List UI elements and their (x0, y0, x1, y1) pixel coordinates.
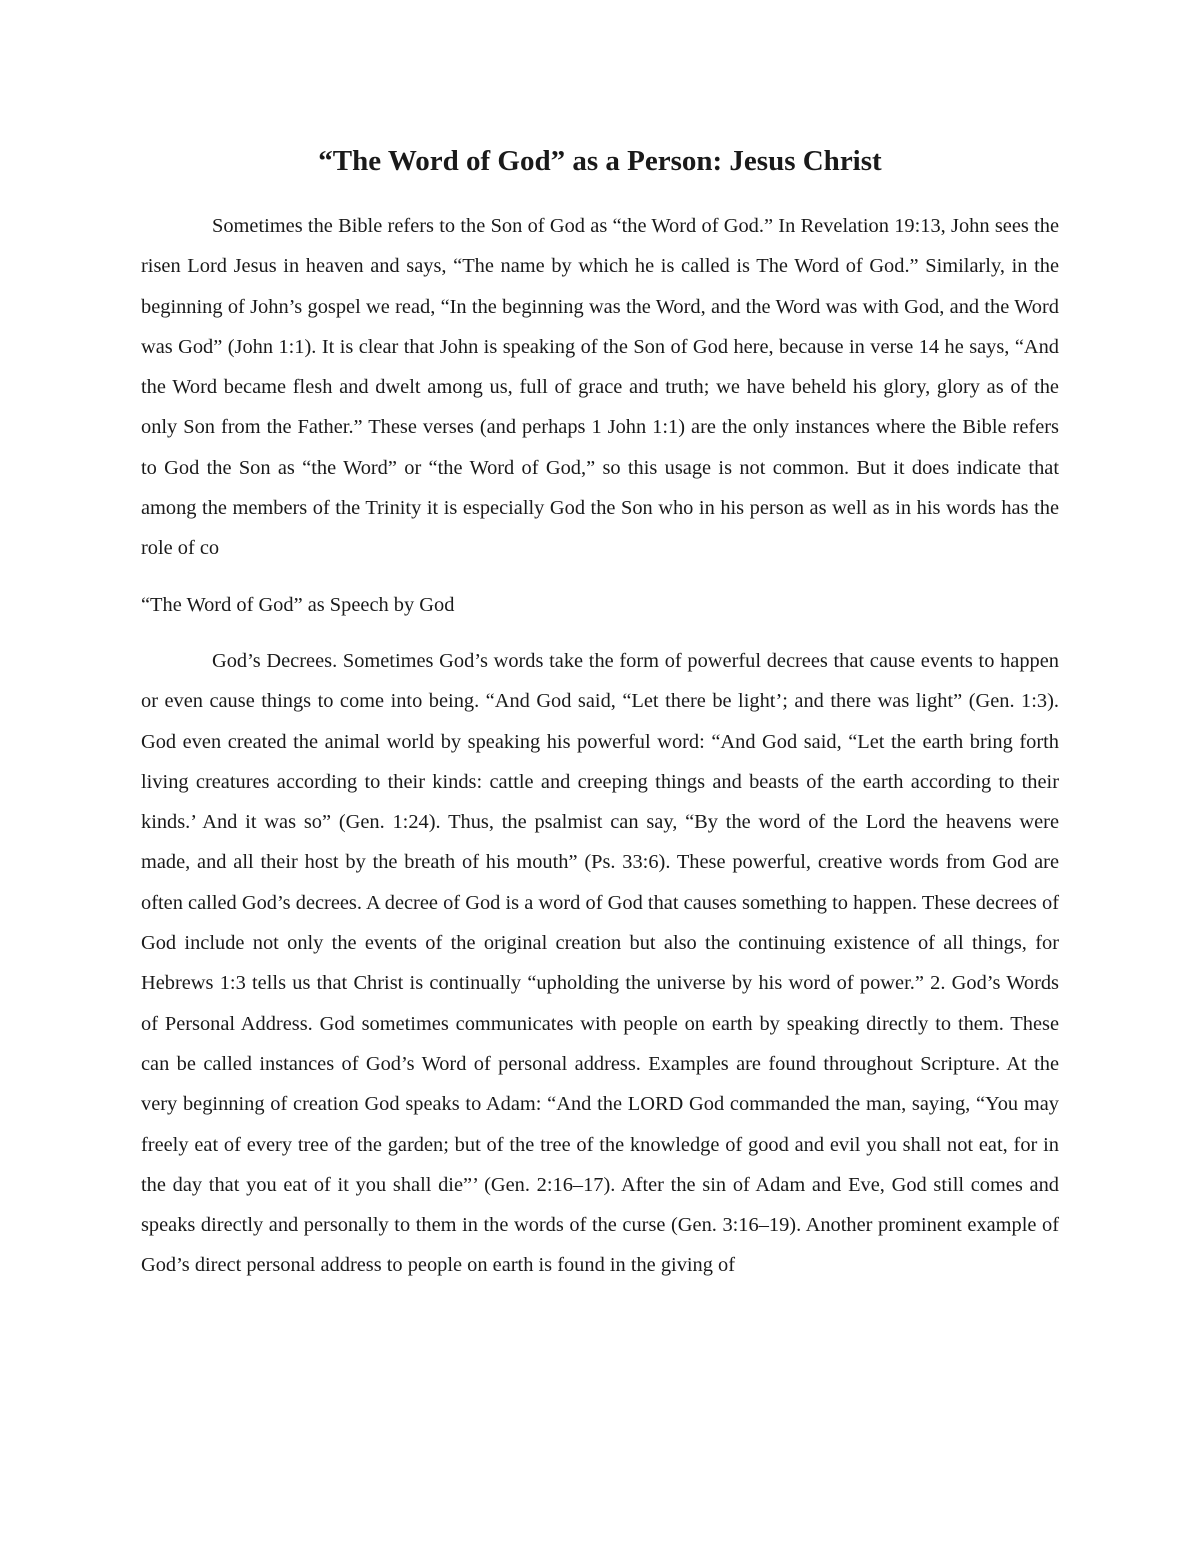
document-title: “The Word of God” as a Person: Jesus Christ (318, 145, 882, 177)
paragraph-word-as-speech: God’s Decrees. Sometimes God’s words take the form of powerful decrees that cause events to happen or even cause things to come into being. “And God said, “Let there be light’; and there was light” (Gen. 1:3). God even created the animal world by speaking his powerful word: “And God said, “Let the earth bring forth living creatures according to their kinds: cattle and creeping things and beasts of the earth according to their kinds.’ And it was so” (Gen. 1:24). Thus, the psalmist can say, “By the word of the Lord the heavens were made, and all their host by the breath of his mouth” (Ps. 33:6). These powerful, creative words from God are often called God’s decrees. A decree of God is a word of God that causes something to happen. These decrees of God include not only the events of the original creation but also the continuing existence of all things, for Hebrews 1:3 tells us that Christ is continually “upholding the universe by his word of power.” 2. God’s Words of Personal Address. God sometimes communicates with people on earth by speaking directly to them. These can be called instances of God’s Word of personal address. Examples are found throughout Scripture. At the very beginning of creation God speaks to Adam: “And the LORD God commanded the man, saying, “You may freely eat of every tree of the garden; but of the tree of the knowledge of good and evil you shall not eat, for in the day that you eat of it you shall die”’ (Gen. 2:16–17). After the sin of Adam and Eve, God still comes and speaks directly and personally to them in the words of the curse (Gen. 3:16–19). Another prominent example of God’s direct personal address to people on earth is found in the giving of (141, 649, 1059, 1277)
document-body (141, 142, 1059, 1286)
paragraph-word-as-person: Sometimes the Bible refers to the Son of God as “the Word of God.” In Revelation 19:13, John sees the risen Lord Jesus in heaven and says, “The name by which he is called is The Word of God.” Similarly, in the beginning of John’s gospel we read, “In the beginning was the Word, and the Word was with God, and the Word was God” (John 1:1). It is clear that John is speaking of the Son of God here, because in verse 14 he says, “And the Word became flesh and dwelt among us, full of grace and truth; we have beheld his glory, glory as of the only Son from the Father.” These verses (and perhaps 1 John 1:1) are the only instances where the Bible refers to God the Son as “the Word” or “the Word of God,” so this usage is not common. But it does indicate that among the members of the Trinity it is especially God the Son who in his person as well as in his words has the role of co (141, 215, 1059, 560)
section-heading: “The Word of God” as Speech by God (141, 593, 455, 616)
